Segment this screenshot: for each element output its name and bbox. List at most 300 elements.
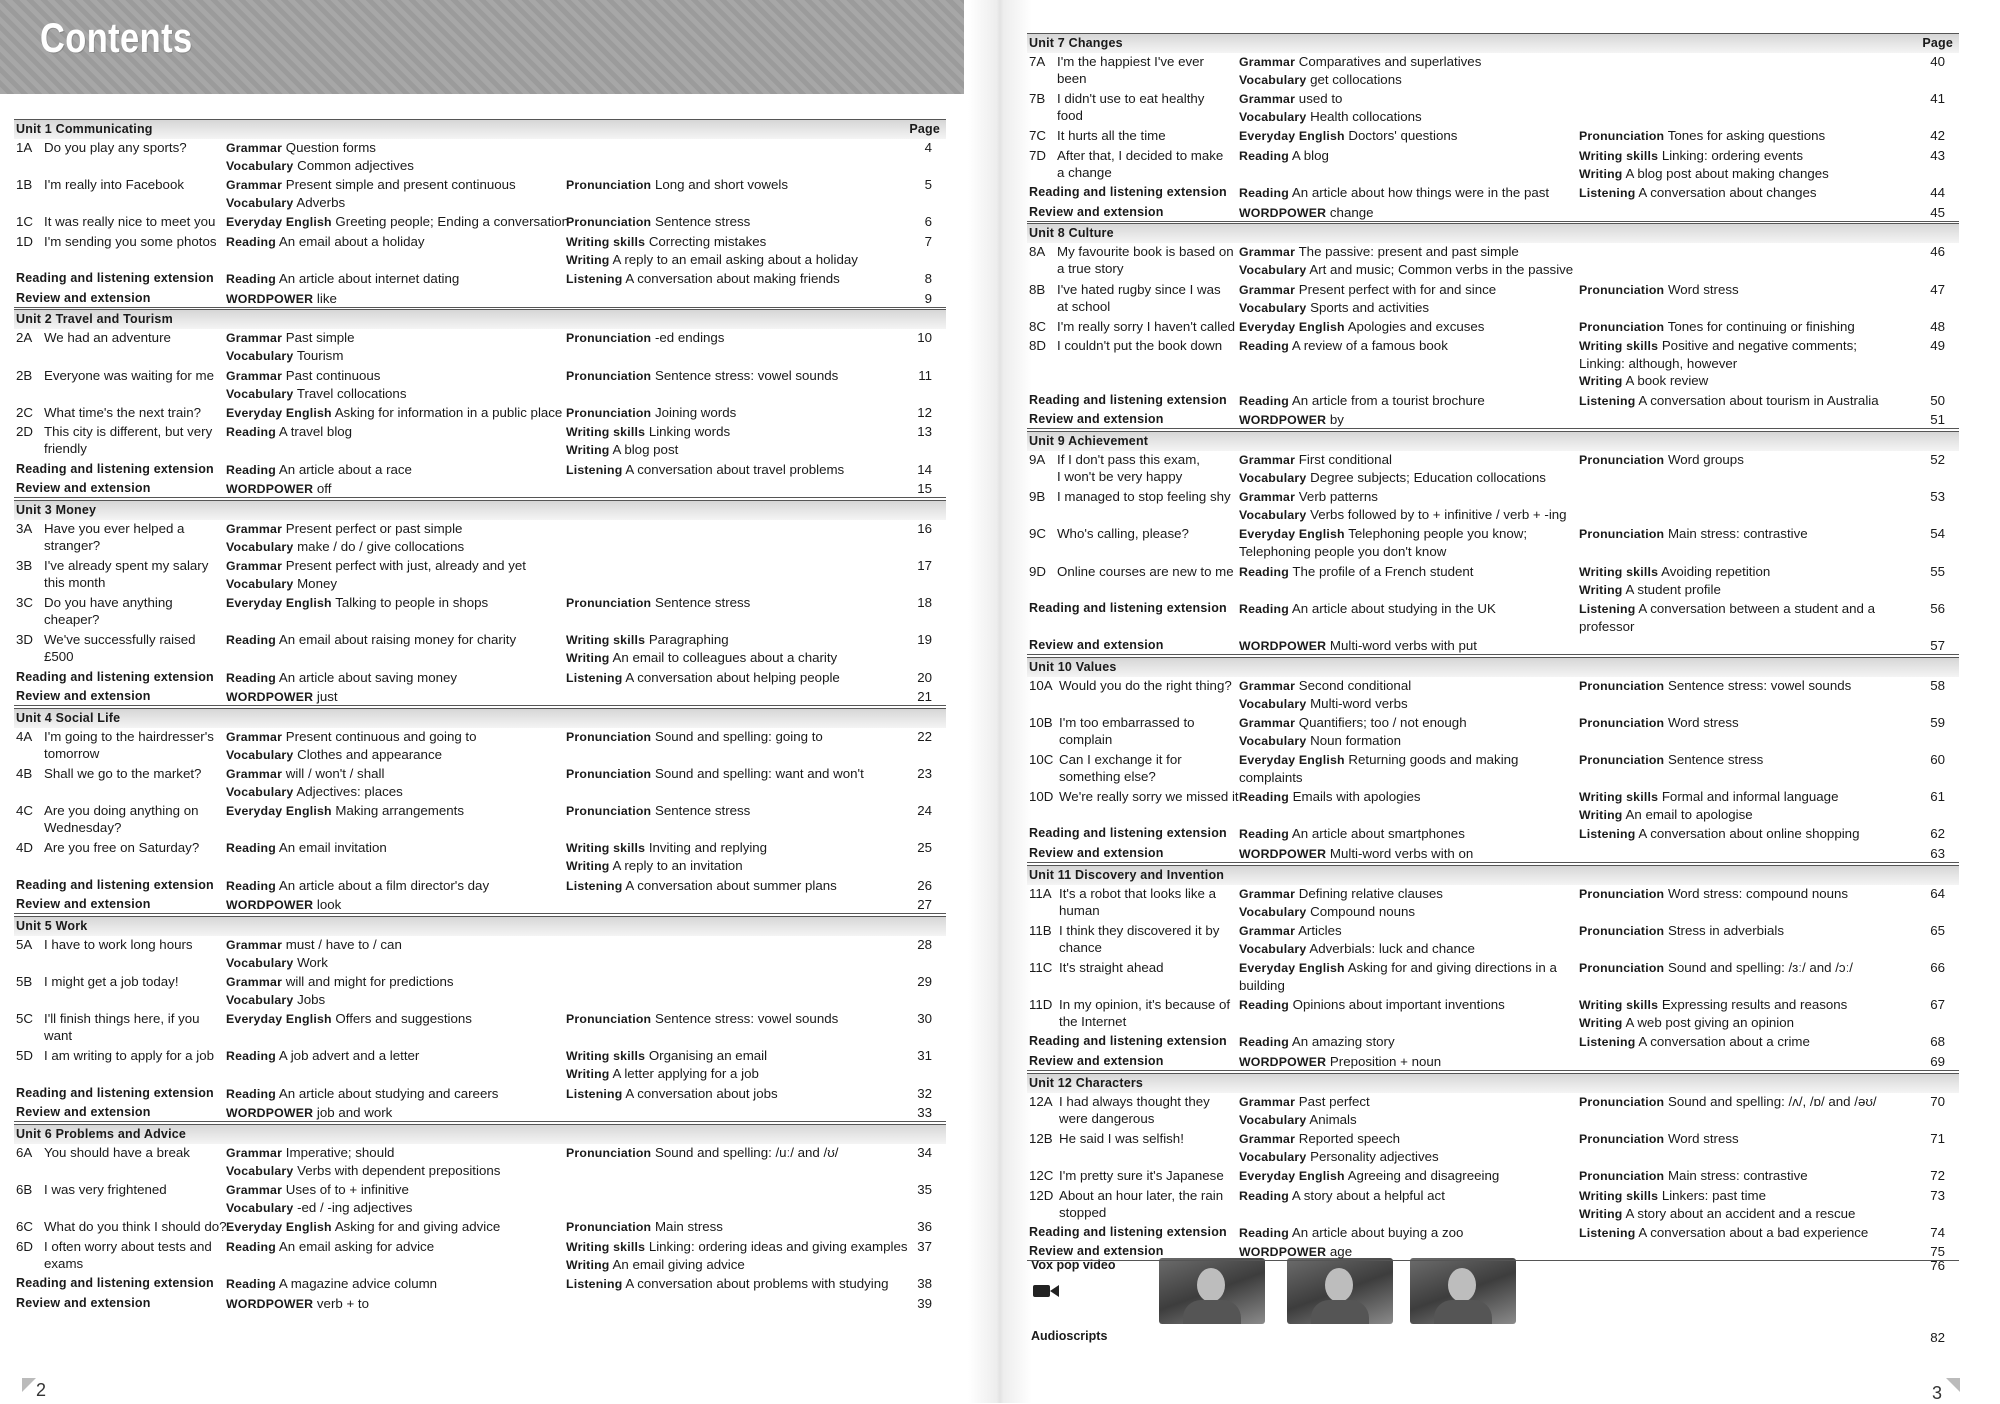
grammar-vocab-cell: [226, 233, 561, 251]
lesson-title-line: You should have a break: [44, 1144, 190, 1160]
lesson-title-line: It was really nice to meet you: [44, 214, 216, 230]
lesson-code: 10D: [1029, 789, 1054, 805]
col3-label: Pronunciation: [1579, 1131, 1665, 1146]
skills-cell: [566, 1085, 906, 1103]
video-thumbnail-1[interactable]: [1159, 1258, 1265, 1324]
lesson-title-line: complain: [1059, 731, 1113, 747]
extension-title: Review and extension: [1029, 845, 1164, 860]
lesson-title: [44, 213, 216, 230]
col2-line: [226, 385, 561, 403]
lesson-row[interactable]: [1027, 147, 1959, 181]
contents-banner: [0, 0, 964, 94]
col2-label: Everyday English: [226, 1220, 332, 1235]
col3-label: Writing skills: [1579, 1188, 1659, 1203]
col2-text: Asking for and giving directions in a: [1347, 959, 1557, 975]
skills-cell: [566, 461, 906, 479]
col2-line: [226, 839, 561, 857]
grammar-vocab-cell: [1239, 825, 1574, 843]
lesson-title-line: I didn't use to eat healthy: [1057, 91, 1205, 107]
lesson-row[interactable]: [1027, 677, 1959, 711]
lesson-row[interactable]: [1027, 563, 1959, 597]
lesson-title: [44, 233, 216, 250]
lesson-title-line: I'm the happiest I've ever: [1057, 54, 1204, 69]
col3-text: Sound and spelling: /ʌ/, /ɒ/ and /əʊ/: [1667, 1093, 1877, 1109]
skills-cell: [1579, 563, 1919, 599]
grammar-vocab-cell: [1239, 318, 1574, 336]
lesson-row[interactable]: [1027, 451, 1959, 485]
lesson-row[interactable]: [1027, 1130, 1959, 1164]
page-number: 56: [1930, 600, 1945, 616]
extension-title: Review and extension: [16, 481, 151, 496]
extension-row[interactable]: [14, 688, 946, 706]
book-gutter: [968, 0, 1032, 1403]
extension-row[interactable]: [1027, 1053, 1959, 1071]
lesson-title: [1057, 147, 1229, 181]
lesson-row[interactable]: [1027, 318, 1959, 335]
col2-line: [226, 1295, 561, 1313]
lesson-row[interactable]: [14, 1218, 946, 1235]
lesson-row[interactable]: [14, 973, 946, 1007]
page-number: 43: [1930, 148, 1945, 163]
col2-label: Reading: [1239, 339, 1289, 354]
col2-text: Opinions about important inventions: [1292, 997, 1505, 1013]
col2-text: Common adjectives: [297, 158, 414, 173]
grammar-vocab-cell: [226, 213, 570, 231]
col2-line: [226, 194, 561, 212]
lesson-title: [44, 329, 216, 346]
lesson-row[interactable]: [14, 631, 946, 665]
lesson-title: [44, 367, 216, 384]
lesson-title: [1057, 281, 1229, 315]
col2-line: [226, 520, 561, 538]
lesson-title-line: I am writing to apply for a job: [44, 1048, 214, 1064]
lesson-title: [44, 176, 216, 193]
lesson-row[interactable]: [14, 233, 946, 267]
extension-title: Review and extension: [16, 1295, 151, 1310]
extension-row[interactable]: [14, 896, 946, 914]
skills-cell: [1579, 677, 1919, 695]
col3-label: Writing: [566, 253, 610, 267]
col3-line: [566, 233, 906, 251]
lesson-code: 12A: [1029, 1093, 1053, 1109]
col2-label: Grammar: [1239, 245, 1296, 260]
video-thumbnail-3[interactable]: [1410, 1258, 1516, 1324]
col3-text: Main stress: contrastive: [1667, 1167, 1808, 1183]
lesson-title-line: food: [1057, 108, 1083, 124]
grammar-vocab-cell: [226, 594, 561, 612]
page-number: 68: [1930, 1034, 1945, 1050]
col2-label: Grammar: [1239, 1131, 1296, 1146]
col3-line: [566, 441, 906, 459]
lesson-title: [1057, 563, 1234, 580]
lesson-row[interactable]: [1027, 243, 1959, 277]
col2-label: Reading: [226, 670, 276, 685]
col2-line: [226, 728, 561, 746]
extension-title: Reading and listening extension: [1029, 826, 1227, 841]
extension-title: Reading and listening extension: [16, 1085, 214, 1100]
col2-text: Telephoning people you know;: [1348, 526, 1528, 542]
unit-header: [14, 119, 946, 139]
lesson-row[interactable]: [1027, 714, 1959, 748]
lesson-code: 10C: [1029, 751, 1054, 767]
lesson-row[interactable]: [14, 1047, 946, 1081]
col2-text: Compound nouns: [1310, 903, 1416, 919]
extension-row[interactable]: [14, 877, 946, 894]
extension-title: Reading and listening extension: [16, 461, 214, 476]
col3-text: A book review: [1625, 373, 1709, 389]
lesson-row[interactable]: [14, 404, 946, 421]
col2-text: An article about studying in the UK: [1291, 600, 1496, 616]
col2-label: Grammar: [1239, 92, 1296, 107]
extension-title: Review and extension: [1029, 204, 1164, 219]
page-number: 16: [917, 520, 932, 536]
extension-row[interactable]: [1027, 392, 1959, 409]
extension-row[interactable]: [1027, 1033, 1959, 1050]
lesson-title-line: I'm pretty sure it's Japanese: [1059, 1167, 1224, 1183]
col3-text: A conversation about changes: [1638, 185, 1817, 201]
lesson-code: 9B: [1029, 489, 1046, 505]
lesson-title-line: I think they discovered it by: [1059, 922, 1220, 938]
page-number: 39: [917, 1295, 932, 1311]
col2-text: will / won't / shall: [285, 766, 385, 781]
lesson-row[interactable]: [1027, 127, 1959, 144]
col3-text: A conversation about jobs: [625, 1085, 778, 1101]
skills-cell: [1579, 1167, 1919, 1185]
col2-text: Present continuous and going to: [285, 728, 477, 744]
col3-text: Tones for continuing or finishing: [1667, 318, 1855, 334]
lesson-title-line: Shall we go to the market?: [44, 766, 202, 781]
col2-label: Grammar: [226, 937, 283, 952]
page-number: 21: [917, 689, 932, 705]
page-number: 75: [1930, 1244, 1945, 1260]
extension-row[interactable]: [1027, 184, 1959, 201]
lesson-row[interactable]: [1027, 885, 1959, 919]
col3-line: [566, 1010, 906, 1028]
col3-label: Pronunciation: [1579, 1094, 1665, 1109]
col2-label: WORDPOWER: [1239, 846, 1327, 861]
lesson-row[interactable]: [14, 423, 946, 457]
col3-line: [1579, 165, 1919, 183]
lesson-title-line: It hurts all the time: [1057, 128, 1166, 144]
skills-cell: [566, 233, 906, 269]
extension-row[interactable]: [1027, 1224, 1959, 1241]
col2-line: [1239, 184, 1574, 202]
lesson-title-line: I couldn't put the book down: [1057, 338, 1223, 354]
col2-label: Grammar: [1239, 1094, 1296, 1109]
col2-label: Vocabulary: [226, 993, 294, 1007]
col2-line: [1239, 845, 1574, 863]
lesson-code: 4D: [16, 840, 33, 856]
lesson-title-line: I was very frightened: [44, 1182, 167, 1197]
col2-label: WORDPOWER: [226, 482, 314, 497]
lesson-row[interactable]: [1027, 922, 1959, 956]
extension-title: Reading and listening extension: [1029, 392, 1227, 407]
lesson-row[interactable]: [14, 329, 946, 363]
grammar-vocab-cell: [1239, 1033, 1574, 1051]
lesson-code: 4B: [16, 766, 33, 781]
lesson-title: [1059, 714, 1231, 748]
col3-text: A conversation about problems with studying: [625, 1276, 889, 1291]
col3-text: Linking: ordering events: [1661, 148, 1803, 163]
col2-label: Reading: [226, 1086, 276, 1101]
lesson-title-line: chance: [1059, 939, 1102, 955]
page-number: 12: [917, 404, 932, 420]
grammar-vocab-cell: [1239, 411, 1574, 429]
extension-row[interactable]: [1027, 600, 1959, 634]
col3-label: Pronunciation: [1579, 319, 1665, 334]
lesson-title-line: were dangerous: [1059, 1110, 1155, 1126]
lesson-row[interactable]: [14, 1181, 946, 1215]
lesson-code: 7A: [1029, 54, 1046, 69]
lesson-title: [1059, 751, 1231, 785]
skills-cell: [566, 1218, 906, 1236]
grammar-vocab-cell: [226, 839, 561, 857]
extension-row[interactable]: [1027, 204, 1959, 222]
col2-line: [1239, 903, 1574, 921]
video-thumbnail-2[interactable]: [1287, 1258, 1393, 1324]
col3-line: [1579, 959, 1919, 977]
col3-line: [1579, 996, 1919, 1014]
col2-text: must / have to / can: [285, 936, 402, 952]
lesson-title-line: I've already spent my salary: [44, 558, 209, 573]
lesson-title-line: After that, I decided to make: [1057, 148, 1224, 163]
lesson-title-line: I'll finish things here, if you: [44, 1011, 200, 1027]
lesson-code: 9D: [1029, 563, 1046, 579]
col3-line: [566, 1218, 906, 1236]
lesson-code: 10A: [1029, 677, 1053, 693]
col3-label: Listening: [1579, 601, 1636, 616]
skills-cell: [1579, 885, 1919, 903]
extension-row[interactable]: [14, 270, 946, 287]
col2-text: Present simple and present continuous: [285, 177, 516, 193]
col3-label: Writing skills: [566, 841, 646, 856]
grammar-vocab-cell: [226, 669, 561, 687]
extension-row[interactable]: [14, 669, 946, 686]
grammar-vocab-cell: [1239, 885, 1574, 921]
col2-label: Everyday English: [1239, 527, 1345, 542]
lesson-row[interactable]: [14, 557, 946, 591]
lesson-row[interactable]: [1027, 90, 1959, 124]
col3-text: A conversation between a student and a: [1638, 600, 1875, 616]
extension-row[interactable]: [14, 1104, 946, 1122]
col2-line: [226, 1162, 561, 1180]
lesson-row[interactable]: [1027, 788, 1959, 822]
col2-line: [226, 1104, 561, 1122]
col2-label: WORDPOWER: [226, 1106, 314, 1121]
lesson-row[interactable]: [14, 839, 946, 873]
page-number: 64: [1930, 885, 1945, 901]
col2-text: An article about smartphones: [1291, 826, 1465, 842]
lesson-title-line: Do you play any sports?: [44, 140, 187, 155]
col2-text: Verb patterns: [1298, 489, 1378, 505]
lesson-title: [1057, 451, 1229, 485]
col2-label: Reading: [226, 235, 276, 249]
lesson-row[interactable]: [14, 176, 946, 210]
unit-title: Unit 11 Discovery and Invention: [1029, 867, 1225, 882]
page-number: 67: [1930, 997, 1945, 1013]
lesson-title: [1059, 959, 1231, 976]
col2-line: [226, 1010, 561, 1028]
lesson-row[interactable]: [1027, 53, 1959, 87]
lesson-code: 2B: [16, 367, 33, 383]
page-number: 24: [917, 803, 932, 819]
col3-line: [1579, 318, 1919, 336]
col3-label: Pronunciation: [566, 368, 652, 383]
col3-line: [566, 251, 906, 269]
col2-label: Everyday English: [226, 405, 332, 420]
col2-line: [1239, 53, 1574, 71]
col2-text: like: [316, 290, 337, 306]
extension-row[interactable]: [14, 290, 946, 308]
unit-header: [14, 309, 946, 329]
lesson-title: [44, 631, 216, 665]
skills-cell: [1579, 714, 1919, 732]
lesson-row[interactable]: [1027, 488, 1959, 522]
lesson-row[interactable]: [14, 802, 946, 836]
col2-line: [1239, 451, 1574, 469]
lesson-row[interactable]: [14, 139, 946, 173]
col2-label: Reading: [226, 878, 276, 893]
col2-label: WORDPOWER: [226, 690, 314, 705]
col2-text: verb + to: [316, 1295, 370, 1311]
lesson-row[interactable]: [1027, 337, 1959, 388]
lesson-row[interactable]: [14, 728, 946, 762]
extension-title: Reading and listening extension: [1029, 1034, 1227, 1049]
extension-row[interactable]: [14, 480, 946, 498]
lesson-row[interactable]: [14, 213, 946, 230]
extension-row[interactable]: [1027, 411, 1959, 429]
extension-row[interactable]: [14, 1275, 946, 1292]
lesson-row[interactable]: [1027, 1167, 1959, 1184]
col3-label: Pronunciation: [566, 178, 652, 193]
lesson-title-line: I managed to stop feeling shy: [1057, 489, 1231, 505]
lesson-row[interactable]: [1027, 525, 1959, 559]
col3-text: Sound and spelling: going to: [654, 728, 823, 744]
lesson-row[interactable]: [14, 1238, 946, 1272]
col2-label: Vocabulary: [1239, 470, 1307, 485]
col2-text: Returning goods and making: [1348, 751, 1519, 767]
lesson-title-line: I had always thought they: [1059, 1093, 1210, 1109]
extension-row[interactable]: [14, 461, 946, 478]
extension-title: Reading and listening extension: [16, 1276, 214, 1290]
page-number: 13: [917, 424, 932, 440]
skills-cell: [1579, 1130, 1919, 1148]
lesson-row[interactable]: [1027, 751, 1959, 785]
extension-row[interactable]: [1027, 825, 1959, 842]
grammar-vocab-cell: [226, 1144, 561, 1180]
skills-cell: [1579, 788, 1919, 824]
col2-line: [226, 233, 561, 251]
grammar-vocab-cell: [1239, 996, 1574, 1014]
lesson-title-line: I'm going to the hairdresser's: [44, 728, 214, 744]
page-number: 73: [1930, 1187, 1945, 1203]
col3-text: Word stress: [1667, 1130, 1739, 1146]
skills-cell: [566, 1010, 906, 1028]
lesson-row[interactable]: [1027, 1187, 1959, 1221]
col3-label: Pronunciation: [566, 1220, 652, 1235]
lesson-title-line: I have to work long hours: [44, 936, 193, 952]
lesson-row[interactable]: [1027, 1093, 1959, 1127]
col2-line: [226, 423, 561, 441]
col2-text: An article about internet dating: [278, 271, 460, 287]
grammar-vocab-cell: [1239, 1053, 1574, 1071]
lesson-row[interactable]: [14, 1144, 946, 1178]
page-number: 59: [1930, 714, 1945, 730]
lesson-title-line: It's straight ahead: [1059, 959, 1164, 975]
page-number: 41: [1930, 91, 1945, 107]
lesson-title-line: stranger?: [44, 537, 101, 553]
grammar-vocab-cell: [226, 176, 561, 212]
lesson-title-line: Have you ever helped a: [44, 520, 185, 536]
unit-header: [1027, 657, 1959, 677]
lesson-row[interactable]: [14, 367, 946, 401]
col2-line: [1239, 337, 1574, 355]
col2-text: An article about studying and careers: [278, 1085, 499, 1101]
grammar-vocab-cell: [226, 1085, 561, 1103]
lesson-row[interactable]: [1027, 996, 1959, 1030]
lesson-row[interactable]: [14, 936, 946, 970]
col2-line: [226, 991, 561, 1009]
extension-row[interactable]: [1027, 1243, 1959, 1261]
page-number: 30: [917, 1011, 932, 1027]
extension-row[interactable]: [14, 1295, 946, 1312]
unit-header: [14, 916, 946, 936]
col2-text: Asking for information in a public place: [334, 404, 563, 420]
col2-label: Grammar: [1239, 886, 1296, 901]
lesson-title: [1059, 1187, 1231, 1221]
col2-line: [226, 1199, 561, 1217]
lesson-title: [44, 1181, 216, 1198]
col2-text: An article about buying a zoo: [1291, 1224, 1464, 1240]
extension-row[interactable]: [1027, 845, 1959, 863]
lesson-row[interactable]: [14, 765, 946, 799]
col3-line: [1579, 751, 1919, 769]
col2-label: Reading: [226, 425, 276, 440]
col3-label: Listening: [566, 878, 623, 893]
col2-label: Reading: [1239, 601, 1289, 616]
col2-label: Vocabulary: [226, 1201, 294, 1215]
col2-line: [1239, 751, 1574, 769]
skills-cell: [1579, 451, 1919, 469]
col2-text: off: [316, 481, 332, 497]
col2-line: [226, 594, 561, 612]
col3-line: [566, 839, 906, 857]
lesson-title: [44, 423, 216, 457]
col3-line: [1579, 1014, 1919, 1032]
skills-cell: [1579, 525, 1919, 543]
lesson-row[interactable]: [14, 1010, 946, 1044]
col2-line: [1239, 1243, 1574, 1261]
col2-label: Grammar: [226, 1183, 283, 1197]
extension-row[interactable]: [14, 1085, 946, 1102]
lesson-row[interactable]: [14, 520, 946, 554]
skills-cell: [566, 1275, 906, 1293]
extension-row[interactable]: [1027, 637, 1959, 655]
lesson-code: 6A: [16, 1144, 33, 1160]
lesson-row[interactable]: [14, 594, 946, 628]
lesson-row[interactable]: [1027, 281, 1959, 315]
col2-label: Reading: [226, 1239, 276, 1254]
col2-label: Vocabulary: [1239, 300, 1307, 315]
grammar-vocab-cell: [1239, 637, 1574, 655]
col2-text: Animals: [1309, 1111, 1357, 1127]
lesson-code: 5D: [16, 1048, 33, 1064]
grammar-vocab-cell: [1239, 90, 1574, 126]
col2-text: An email about a holiday: [278, 234, 425, 249]
grammar-vocab-cell: [1239, 677, 1574, 713]
lesson-row[interactable]: [1027, 959, 1959, 993]
grammar-vocab-cell: [226, 1010, 561, 1028]
